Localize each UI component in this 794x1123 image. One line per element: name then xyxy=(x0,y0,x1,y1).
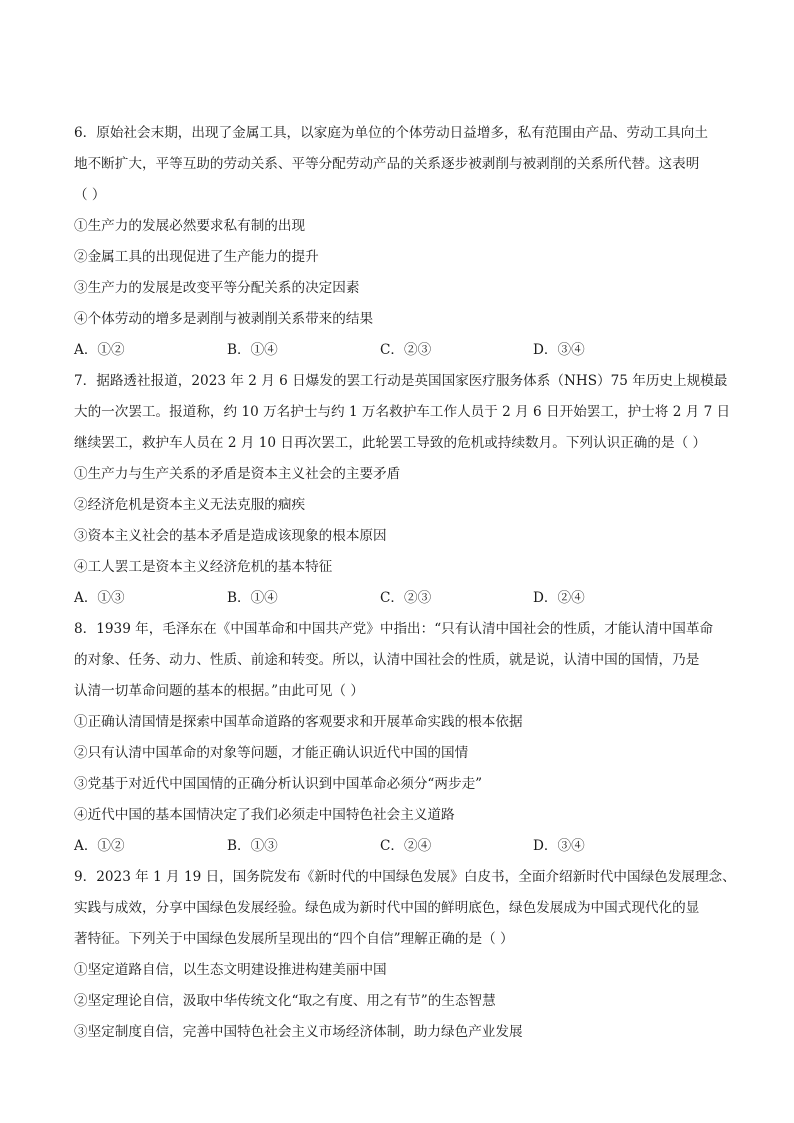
statement-item: ①坚定道路自信，以生态文明建设推进构建美丽中国 xyxy=(74,962,387,978)
statement-item: ①生产力的发展必然要求私有制的出现 xyxy=(74,218,306,234)
statement-item: ③生产力的发展是改变平等分配关系的决定因素 xyxy=(74,280,360,296)
answer-option-d[interactable]: D．③④ xyxy=(533,838,585,854)
question-8 xyxy=(74,614,732,862)
answer-option-a[interactable]: A．①② xyxy=(74,342,125,358)
stem-line: 大的一次罢工。报道称，约 10 万名护士与约 1 万名救护车工作人员于 2 月 6 日开始罢工，护士将 2 月 7 日 xyxy=(74,404,731,420)
stem-line: 著特征。下列关于中国绿色发展所呈现出的“四个自信”理解正确的是（ ） xyxy=(74,931,514,947)
statement-item: ②坚定理论自信，汲取中华传统文化“取之有度、用之有节”的生态智慧 xyxy=(74,993,496,1009)
answer-option-a[interactable]: A．①③ xyxy=(74,590,125,606)
answer-option-b[interactable]: B．①④ xyxy=(227,342,278,358)
statement-item: ③坚定制度自信，完善中国特色社会主义市场经济体制，助力绿色产业发展 xyxy=(74,1024,523,1040)
stem-line: 的对象、任务、动力、性质、前途和转变。所以，认清中国社会的性质，就是说，认清中国的国情，乃是 xyxy=(74,652,700,668)
answer-options xyxy=(74,335,732,366)
stem-line: 6．原始社会末期，出现了金属工具，以家庭为单位的个体劳动日益增多，私有范围由产品、劳动工具向土 xyxy=(74,125,708,141)
answer-option-b[interactable]: B．①③ xyxy=(227,838,278,854)
question-stem xyxy=(74,118,732,211)
question-7 xyxy=(74,366,732,614)
statement-item: ①生产力与生产关系的矛盾是资本主义社会的主要矛盾 xyxy=(74,466,401,482)
stem-line: 继续罢工，救护车人员在 2 月 10 日再次罢工，此轮罢工导致的危机或持续数月。下列认识正确的是（ ） xyxy=(74,435,707,451)
question-stem xyxy=(74,862,736,955)
question-9 xyxy=(74,862,736,1048)
answer-options xyxy=(74,831,732,862)
question-6 xyxy=(74,118,732,366)
statement-item: ④近代中国的基本国情决定了我们必须走中国特色社会主义道路 xyxy=(74,807,455,823)
stem-line: 9．2023 年 1 月 19 日，国务院发布《新时代的中国绿色发展》白皮书，全面介绍新时代中国绿色发展理念、 xyxy=(74,869,736,885)
answer-option-c[interactable]: C．②④ xyxy=(380,838,432,854)
stem-line: 7．据路透社报道，2023 年 2 月 6 日爆发的罢工行动是英国国家医疗服务体系（NHS）75 年历史上规模最 xyxy=(74,373,728,389)
statement-item: ①正确认清国情是探索中国革命道路的客观要求和开展革命实践的根本依据 xyxy=(74,714,523,730)
stem-line: 8．1939 年，毛泽东在《中国革命和中国共产党》中指出：“只有认清中国社会的性质，才能认清中国革命 xyxy=(74,621,714,637)
answer-option-c[interactable]: C．②③ xyxy=(380,590,432,606)
stem-line: （ ） xyxy=(74,187,106,203)
statement-item: ③资本主义社会的基本矛盾是造成该现象的根本原因 xyxy=(74,528,387,544)
answer-option-a[interactable]: A．①② xyxy=(74,838,125,854)
answer-option-b[interactable]: B．①④ xyxy=(227,590,278,606)
question-stem xyxy=(74,366,732,459)
statement-item: ②经济危机是资本主义无法克服的痼疾 xyxy=(74,497,306,513)
statement-item: ④工人罢工是资本主义经济危机的基本特征 xyxy=(74,559,333,575)
statement-item: ②金属工具的出现促进了生产能力的提升 xyxy=(74,249,319,265)
stem-line: 实践与成效，分享中国绿色发展经验。绿色成为新时代中国的鲜明底色，绿色发展成为中国式现代化的显 xyxy=(74,900,700,916)
statement-item: ③党基于对近代中国国情的正确分析认识到中国革命必须分“两步走” xyxy=(74,776,483,792)
stem-line: 认清一切革命问题的基本的根据。”由此可见（ ） xyxy=(74,683,364,699)
stem-line: 地不断扩大，平等互助的劳动关系、平等分配劳动产品的关系逐步被剥削与被剥削的关系所代替。这表明 xyxy=(74,156,700,172)
answer-option-d[interactable]: D．②④ xyxy=(533,590,585,606)
answer-option-c[interactable]: C．②③ xyxy=(380,342,432,358)
answer-options xyxy=(74,583,732,614)
question-stem xyxy=(74,614,732,707)
statement-item: ④个体劳动的增多是剥削与被剥削关系带来的结果 xyxy=(74,311,374,327)
answer-option-d[interactable]: D．③④ xyxy=(533,342,585,358)
statement-item: ②只有认清中国革命的对象等问题，才能正确认识近代中国的国情 xyxy=(74,745,469,761)
